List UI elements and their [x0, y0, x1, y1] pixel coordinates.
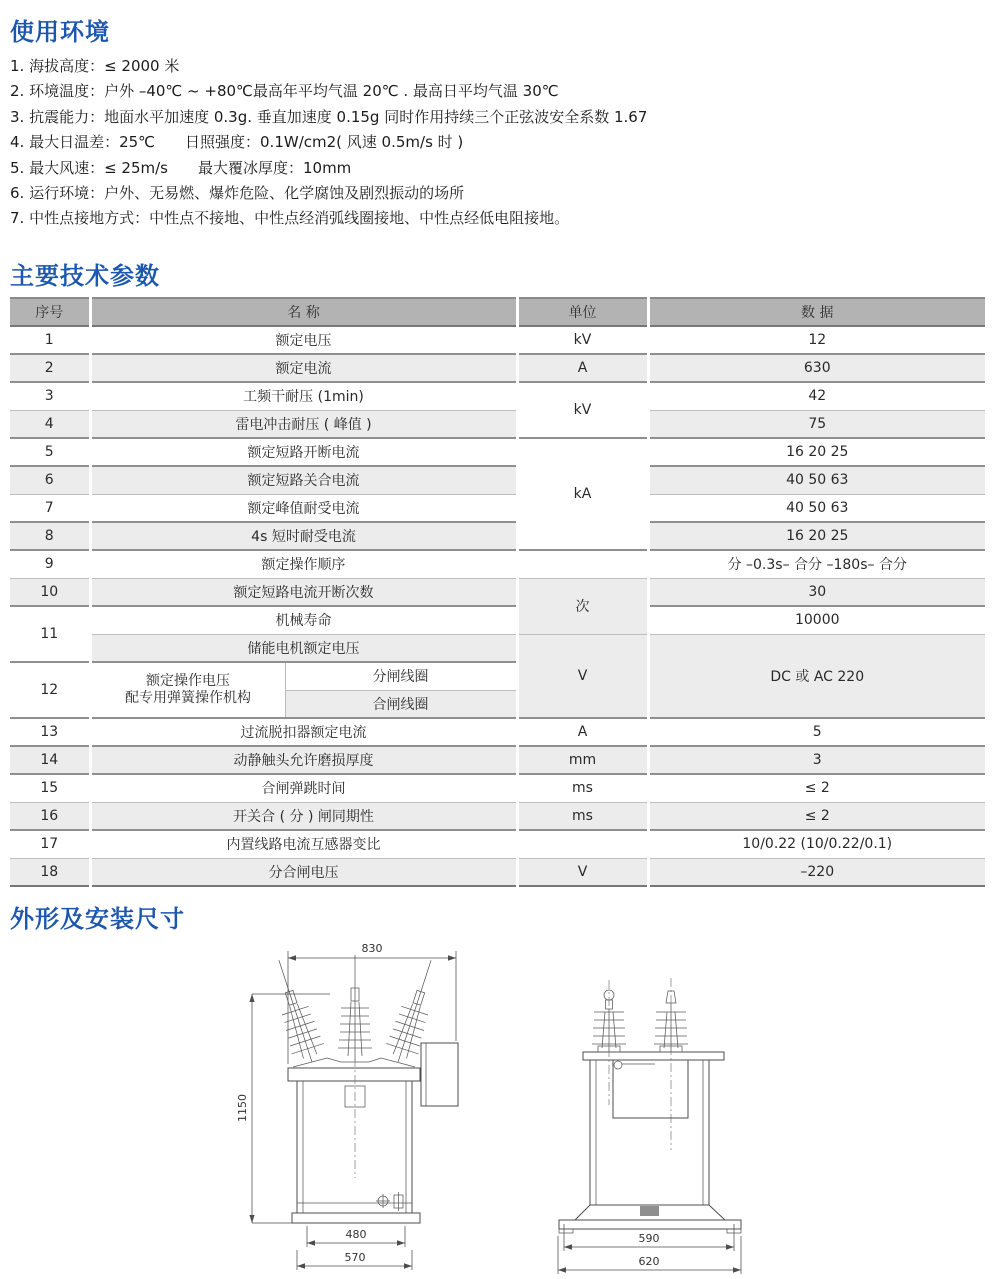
table-row [10, 606, 985, 634]
cell-unit: V [517, 858, 648, 886]
cell-name: 分合闸电压 [90, 858, 517, 886]
cell-no: 6 [10, 466, 90, 494]
section-title-outline-dimensions: 外形及安装尺寸 [10, 905, 185, 933]
cell-name: 额定短路关合电流 [90, 466, 517, 494]
cell-name: 额定短路电流开断次数 [90, 578, 517, 606]
mechanism-housing-side [613, 1060, 688, 1118]
cell-unit: kV [517, 326, 648, 354]
cell-data: 5 [648, 718, 985, 746]
env-item-2: 2. 环境温度：户外 –40℃ ~ +80℃最高年平均气温 20℃ . 最高日平均气温 30℃ [10, 82, 559, 101]
table-row [10, 578, 985, 606]
header-data: 数 据 [648, 298, 985, 326]
cell-name-line1: 额定操作电压 [146, 673, 230, 689]
usage-environment-list [10, 54, 647, 232]
cell-no: 4 [10, 410, 90, 438]
cell-name: 储能电机额定电压 [90, 634, 517, 662]
cell-no: 15 [10, 774, 90, 802]
cell-name: 额定电压 [90, 326, 517, 354]
cell-data: 10/0.22 (10/0.22/0.1) [648, 830, 985, 858]
cell-name-two-line [90, 662, 285, 718]
env-item-6: 6. 运行环境：户外、无易燃、爆炸危险、化学腐蚀及剧烈振动的场所 [10, 184, 465, 203]
header-name: 名 称 [90, 298, 517, 326]
table-row [10, 802, 985, 830]
cell-no: 17 [10, 830, 90, 858]
cell-unit [517, 830, 648, 858]
cell-name: 合闸弹跳时间 [90, 774, 517, 802]
cell-unit: A [517, 354, 648, 382]
cell-no: 18 [10, 858, 90, 886]
env-item-5: 5. 最大风速：≤ 25m/s 最大覆冰厚度：10mm [10, 158, 352, 177]
env-item-4: 4. 最大日温差：25℃ 日照强度：0.1W/cm2( 风速 0.5m/s 时 ) [10, 133, 464, 152]
cell-name: 动静触头允许磨损厚度 [90, 746, 517, 774]
cell-no-merged: 11 [10, 606, 90, 662]
header-no: 序号 [10, 298, 90, 326]
dimension-label: 620 [638, 1255, 660, 1268]
cell-unit-merged: kA [517, 438, 648, 550]
dimension-570 [297, 1250, 412, 1270]
table-row [10, 550, 985, 578]
cell-name: 过流脱扣器额定电流 [90, 718, 517, 746]
cell-data: 16 20 25 [648, 522, 985, 550]
table-row [10, 774, 985, 802]
cell-name: 额定短路开断电流 [90, 438, 517, 466]
dimension-1150 [236, 994, 330, 1223]
cell-data-merged: DC 或 AC 220 [648, 634, 985, 718]
cell-name: 额定电流 [90, 354, 517, 382]
section-title-technical-parameters: 主要技术参数 [10, 262, 160, 290]
table-row [10, 718, 985, 746]
cell-data: 10000 [648, 606, 985, 634]
table-row [10, 466, 985, 494]
table-row [10, 858, 985, 886]
cell-no: 9 [10, 550, 90, 578]
table-row [10, 326, 985, 354]
cell-no: 14 [10, 746, 90, 774]
tank-side [590, 1060, 709, 1205]
cell-unit-merged: V [517, 634, 648, 718]
cell-no: 16 [10, 802, 90, 830]
dimension-label: 830 [361, 942, 383, 955]
dimension-label: 570 [344, 1251, 366, 1264]
bushing-left [263, 955, 328, 1067]
cell-data: 3 [648, 746, 985, 774]
cell-no: 7 [10, 494, 90, 522]
cell-no: 1 [10, 326, 90, 354]
bushing-right [382, 955, 447, 1067]
cell-data: 30 [648, 578, 985, 606]
cell-data: –220 [648, 858, 985, 886]
cell-data: 630 [648, 354, 985, 382]
outline-drawings [220, 915, 780, 1279]
cell-unit: ms [517, 802, 648, 830]
header-unit: 单位 [517, 298, 648, 326]
table-row [10, 382, 985, 410]
table-row [10, 494, 985, 522]
cell-unit: mm [517, 746, 648, 774]
cell-name: 额定操作顺序 [90, 550, 517, 578]
cell-data: 12 [648, 326, 985, 354]
cell-data: 42 [648, 382, 985, 410]
cell-data: 40 50 63 [648, 466, 985, 494]
tank-front [297, 1081, 412, 1213]
table-row [10, 354, 985, 382]
cell-data: 分 –0.3s– 合分 –180s– 合分 [648, 550, 985, 578]
technical-parameters-table [10, 297, 985, 887]
section-title-usage-environment: 使用环境 [10, 18, 110, 46]
dimension-label: 590 [638, 1232, 660, 1245]
cell-name: 工频干耐压 (1min) [90, 382, 517, 410]
base-front [292, 1213, 420, 1223]
cell-name-line2: 配专用弹簧操作机构 [125, 690, 251, 706]
env-item-3: 3. 抗震能力：地面水平加速度 0.3g. 垂直加速度 0.15g 同时作用持续三个正弦波安全系数 1.67 [10, 107, 648, 126]
cell-name: 雷电冲击耐压 ( 峰值 ) [90, 410, 517, 438]
cell-subname: 分闸线圈 [285, 662, 517, 690]
mechanism-box [421, 1043, 458, 1106]
cell-name: 机械寿命 [90, 606, 517, 634]
cell-unit: ms [517, 774, 648, 802]
cell-data: 16 20 25 [648, 438, 985, 466]
cell-unit-merged: 次 [517, 578, 648, 634]
cell-no: 3 [10, 382, 90, 410]
cell-unit-merged: kV [517, 382, 648, 438]
table-row [10, 746, 985, 774]
cell-no: 8 [10, 522, 90, 550]
dimension-590 [564, 1224, 734, 1251]
env-item-1: 1. 海拔高度：≤ 2000 米 [10, 57, 180, 75]
cell-unit [517, 550, 648, 578]
cell-no-merged: 12 [10, 662, 90, 718]
cell-no: 10 [10, 578, 90, 606]
table-row [10, 438, 985, 466]
cell-name: 开关合 ( 分 ) 闸同期性 [90, 802, 517, 830]
side-view-drawing [558, 978, 741, 1274]
cell-name: 4s 短时耐受电流 [90, 522, 517, 550]
env-item-7: 7. 中性点接地方式：中性点不接地、中性点经消弧线圈接地、中性点经低电阻接地。 [10, 209, 570, 228]
cell-data: 40 50 63 [648, 494, 985, 522]
table-row [10, 634, 985, 662]
cell-subname: 合闸线圈 [285, 690, 517, 718]
cell-name: 额定峰值耐受电流 [90, 494, 517, 522]
base-side [559, 1220, 741, 1229]
cell-name: 内置线路电流互感器变比 [90, 830, 517, 858]
table-row [10, 830, 985, 858]
dimension-480 [307, 1226, 405, 1247]
dimension-label: 480 [345, 1228, 367, 1241]
front-view-drawing [236, 942, 458, 1270]
cell-data: ≤ 2 [648, 774, 985, 802]
cell-no: 5 [10, 438, 90, 466]
dimension-label: 1150 [236, 1094, 249, 1122]
cell-no: 13 [10, 718, 90, 746]
cell-unit: A [517, 718, 648, 746]
cell-data: ≤ 2 [648, 802, 985, 830]
table-row [10, 410, 985, 438]
cell-data: 75 [648, 410, 985, 438]
table-row [10, 522, 985, 550]
table-header-row [10, 298, 985, 326]
cell-no: 2 [10, 354, 90, 382]
